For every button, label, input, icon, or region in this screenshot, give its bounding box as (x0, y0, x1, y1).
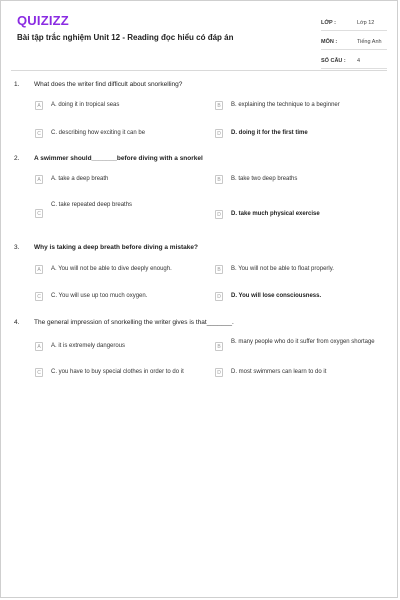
question-number: 1. (14, 81, 20, 88)
option-text: B. many people who do it suffer from oxygen shortage (231, 339, 375, 345)
option-letter-box: A (35, 101, 43, 110)
option-letter-box: C (35, 209, 43, 218)
option-letter-box: D (215, 292, 223, 301)
question-text: Why is taking a deep breath before diving a mistake? (34, 244, 198, 251)
option-letter-box: D (215, 210, 223, 219)
option-text: C. you have to buy special clothes in order to do it (51, 369, 184, 375)
option-letter-box: A (35, 265, 43, 274)
meta-label: SỐ CÂU : (321, 57, 346, 64)
option-letter-box: D (215, 129, 223, 138)
meta-label: MÔN : (321, 38, 338, 45)
meta-label: LỚP : (321, 19, 336, 26)
document-title: Bài tập trắc nghiệm Unit 12 - Reading đọc hiểu có đáp án (17, 33, 234, 42)
header-divider (11, 70, 387, 71)
option-letter-box: A (35, 175, 43, 184)
meta-row-count (321, 53, 387, 69)
meta-row-subject (321, 34, 387, 50)
quizizz-logo: QUIZIZZ (17, 13, 69, 28)
option-letter-box: C (35, 129, 43, 138)
option-text: A. You will not be able to dive deeply enough. (51, 266, 172, 272)
question-number: 4. (14, 319, 20, 326)
option-letter-box: C (35, 368, 43, 377)
question-text: What does the writer find difficult about snorkelling? (34, 81, 183, 88)
option-text: D. doing it for the first time (231, 130, 308, 136)
option-letter-box: D (215, 368, 223, 377)
option-letter-box: A (35, 342, 43, 351)
option-text: D. take much physical exercise (231, 211, 320, 217)
meta-value: 4 (357, 57, 361, 64)
option-letter-box: C (35, 292, 43, 301)
option-letter-box: B (215, 265, 223, 274)
option-text: B. take two deep breaths (231, 176, 298, 182)
option-letter-box: B (215, 101, 223, 110)
question-text: The general impression of snorkelling the writer gives is that_______. (34, 319, 234, 326)
question-number: 3. (14, 244, 20, 251)
worksheet-header (1, 1, 397, 71)
option-text: D. You will lose consciousness. (231, 293, 322, 299)
option-text: B. explaining the technique to a beginner (231, 102, 340, 108)
option-text: A. it is extremely dangerous (51, 343, 126, 349)
option-letter-box: B (215, 175, 223, 184)
option-text: B. You will not be able to float properly. (231, 266, 334, 272)
meta-value: Lớp 12 (357, 19, 375, 26)
option-text: D. most swimmers can learn to do it (231, 369, 327, 375)
meta-value: Tiếng Anh (357, 38, 382, 45)
question-text: A swimmer should_______before diving with a snorkel (34, 155, 203, 162)
option-text: C. take repeated deep breaths (51, 202, 133, 208)
question-number: 2. (14, 155, 20, 162)
option-text: A. doing it in tropical seas (51, 102, 120, 108)
meta-info (321, 15, 387, 72)
option-text: C. You will use up too much oxygen. (51, 293, 148, 299)
option-text: A. take a deep breath (51, 176, 109, 182)
meta-row-class (321, 15, 387, 31)
option-letter-box: B (215, 342, 223, 351)
option-text: C. describing how exciting it can be (51, 130, 146, 136)
